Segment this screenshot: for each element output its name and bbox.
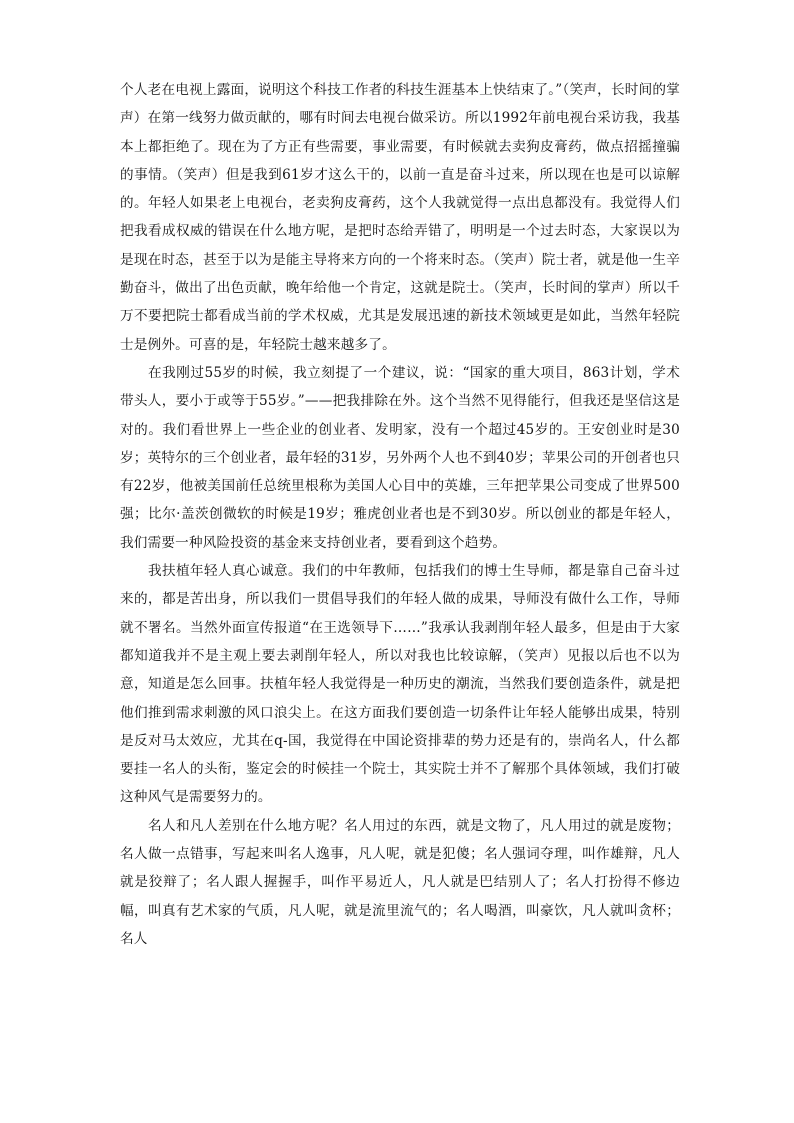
paragraph-3: 我扶植年轻人真心诚意。我们的中年教师，包括我们的博士生导师，都是靠自己奋斗过来的，都是苦出身，所以我们一贯倡导我们的年轻人做的成果，导师没有做什么工作，导师就不署名。当然外面宣传报道“在王选领导下……”我承认我剥削年轻人最多，但是由于大家都知道我并不是主观上要去剥削年轻人，所以对我也比较谅解，（笑声）见报以后也不以为意，知道是怎么回事。扶植年轻人我觉得是一种历史的潮流，当然我们要创造条件，就是把他们推到需求刺激的风口浪尖上。在这方面我们要创造一切条件让年轻人能够出成果，特别是反对马太效应，尤其在q-国，我觉得在中国论资排辈的势力还是有的，崇尚名人，什么都要挂一名人的头衔，鉴定会的时候挂一个院士，其实院士并不了解那个具体领域，我们打破这种风气是需要努力的。 bbox=[120, 563, 680, 806]
paragraph-4: 名人和凡人差别在什么地方呢？名人用过的东西，就是文物了，凡人用过的就是废物；名人做一点错事，写起来叫名人逸事，凡人呢，就是犯傻；名人强词夺理，叫作雄辩，凡人就是狡辩了；名人跟人握握手，叫作平易近人，凡人就是巴结别人了；名人打扮得不修边幅，叫真有艺术家的气质，凡人呢，就是流里流气的；名人喝酒，叫豪饮，凡人就叫贪杯；名人 bbox=[120, 817, 680, 947]
body-text bbox=[120, 76, 680, 953]
paragraph-2: 在我刚过55岁的时候，我立刻提了一个建议，说：“国家的重大项目，863计划，学术带头人，要小于或等于55岁。”——把我排除在外。这个当然不见得能行，但我还是坚信这是对的。我们看世界上一些企业的创业者、发明家，没有一个超过45岁的。王安创业时是30岁；英特尔的三个创业者，最年轻的31岁，另外两个人也不到40岁；苹果公司的开创者也只有22岁，他被美国前任总统里根称为美国人心目中的英雄，三年把苹果公司变成了世界500强；比尔·盖茨创微软的时候是19岁；雅虎创业者也是不到30岁。所以创业的都是年轻人，我们需要一种风险投资的基金来支持创业者，要看到这个趋势。 bbox=[120, 364, 680, 551]
paragraph-1: 个人老在电视上露面，说明这个科技工作者的科技生涯基本上快结束了。”（笑声，长时间的掌声）在第一线努力做贡献的，哪有时间去电视台做采访。所以1992年前电视台采访我，我基本上都拒绝了。现在为了方正有些需要，事业需要，有时候就去卖狗皮膏药，做点招摇撞骗的事情。（笑声）但是我到61岁才这么干的，以前一直是奋斗过来，所以现在也是可以谅解的。年轻人如果老上电视台，老卖狗皮膏药，这个人我就觉得一点出息都没有。我觉得人们把我看成权威的错误在什么地方呢，是把时态给弄错了，明明是一个过去时态，大家误以为是现在时态，甚至于以为是能主导将来方向的一个将来时态。（笑声）院士者，就是他一生辛勤奋斗，做出了出色贡献，晚年给他一个肯定，这就是院士。（笑声，长时间的掌声）所以千万不要把院士都看成当前的学术权威，尤其是发展迅速的新技术领域更是如此，当然年轻院士是例外。可喜的是，年轻院士越来越多了。 bbox=[120, 82, 680, 353]
